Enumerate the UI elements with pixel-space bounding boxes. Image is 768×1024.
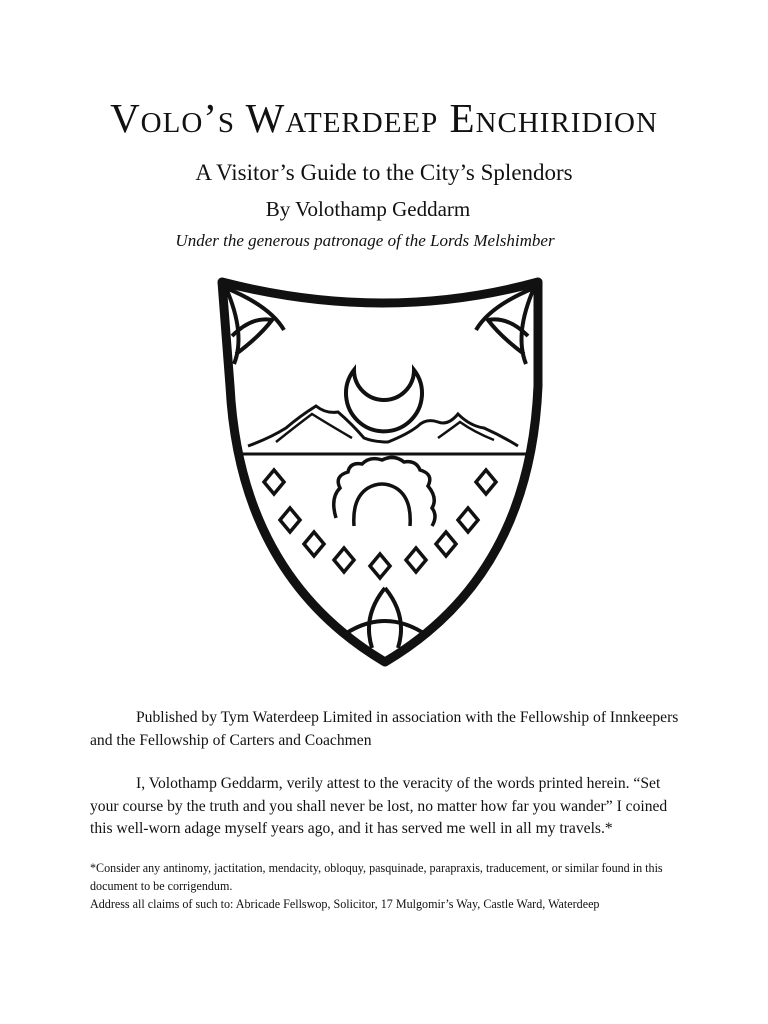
star-icon bbox=[436, 532, 456, 556]
star-icon bbox=[458, 508, 478, 532]
page-title: Volo’s Waterdeep Enchiridion bbox=[110, 95, 658, 141]
page-subtitle: A Visitor’s Guide to the City’s Splendors bbox=[195, 160, 573, 185]
star-icons bbox=[264, 470, 496, 578]
corner-knot-left bbox=[226, 288, 284, 364]
shield-outline bbox=[222, 282, 538, 662]
attestation-paragraph: I, Volothamp Geddarm, verily attest to the veracity of the words printed herein. “Set your course by the truth and you shall never be lost, no matter how far you wander” I coined this well-worn adage myself years ago, and it has served me well in all my travels.* bbox=[90, 775, 668, 837]
star-icon bbox=[370, 554, 390, 578]
star-icon bbox=[304, 532, 324, 556]
corner-knot-right bbox=[476, 288, 534, 364]
footnote-disclaimer: *Consider any antinomy, jactitation, mendacity, obloquy, pasquinade, parapraxis, traducement, or similar found in this document to be corrigendum. bbox=[90, 861, 663, 893]
patronage-line: Under the generous patronage of the Lords Melshimber bbox=[175, 231, 555, 250]
waterdeep-shield-emblem-icon bbox=[212, 276, 558, 668]
publisher-note: Published by Tym Waterdeep Limited in association with the Fellowship of Innkeepers and the Fellowship of Carters and Coachmen bbox=[90, 709, 679, 749]
moon-reflection-outer bbox=[334, 457, 435, 526]
moon-reflection-inner bbox=[354, 484, 410, 526]
star-icon bbox=[264, 470, 284, 494]
crescent-moon bbox=[346, 370, 422, 431]
mountain-inner-right bbox=[438, 422, 494, 440]
star-icon bbox=[334, 548, 354, 572]
star-icon bbox=[476, 470, 496, 494]
footnote-address: Address all claims of such to: Abricade Fellswop, Solicitor, 17 Mulgomir’s Way, Castle Ward, Waterdeep bbox=[90, 897, 600, 911]
author-byline: By Volothamp Geddarm bbox=[265, 197, 471, 221]
mountain-range bbox=[248, 406, 518, 446]
star-icon bbox=[280, 508, 300, 532]
star-icon bbox=[406, 548, 426, 572]
